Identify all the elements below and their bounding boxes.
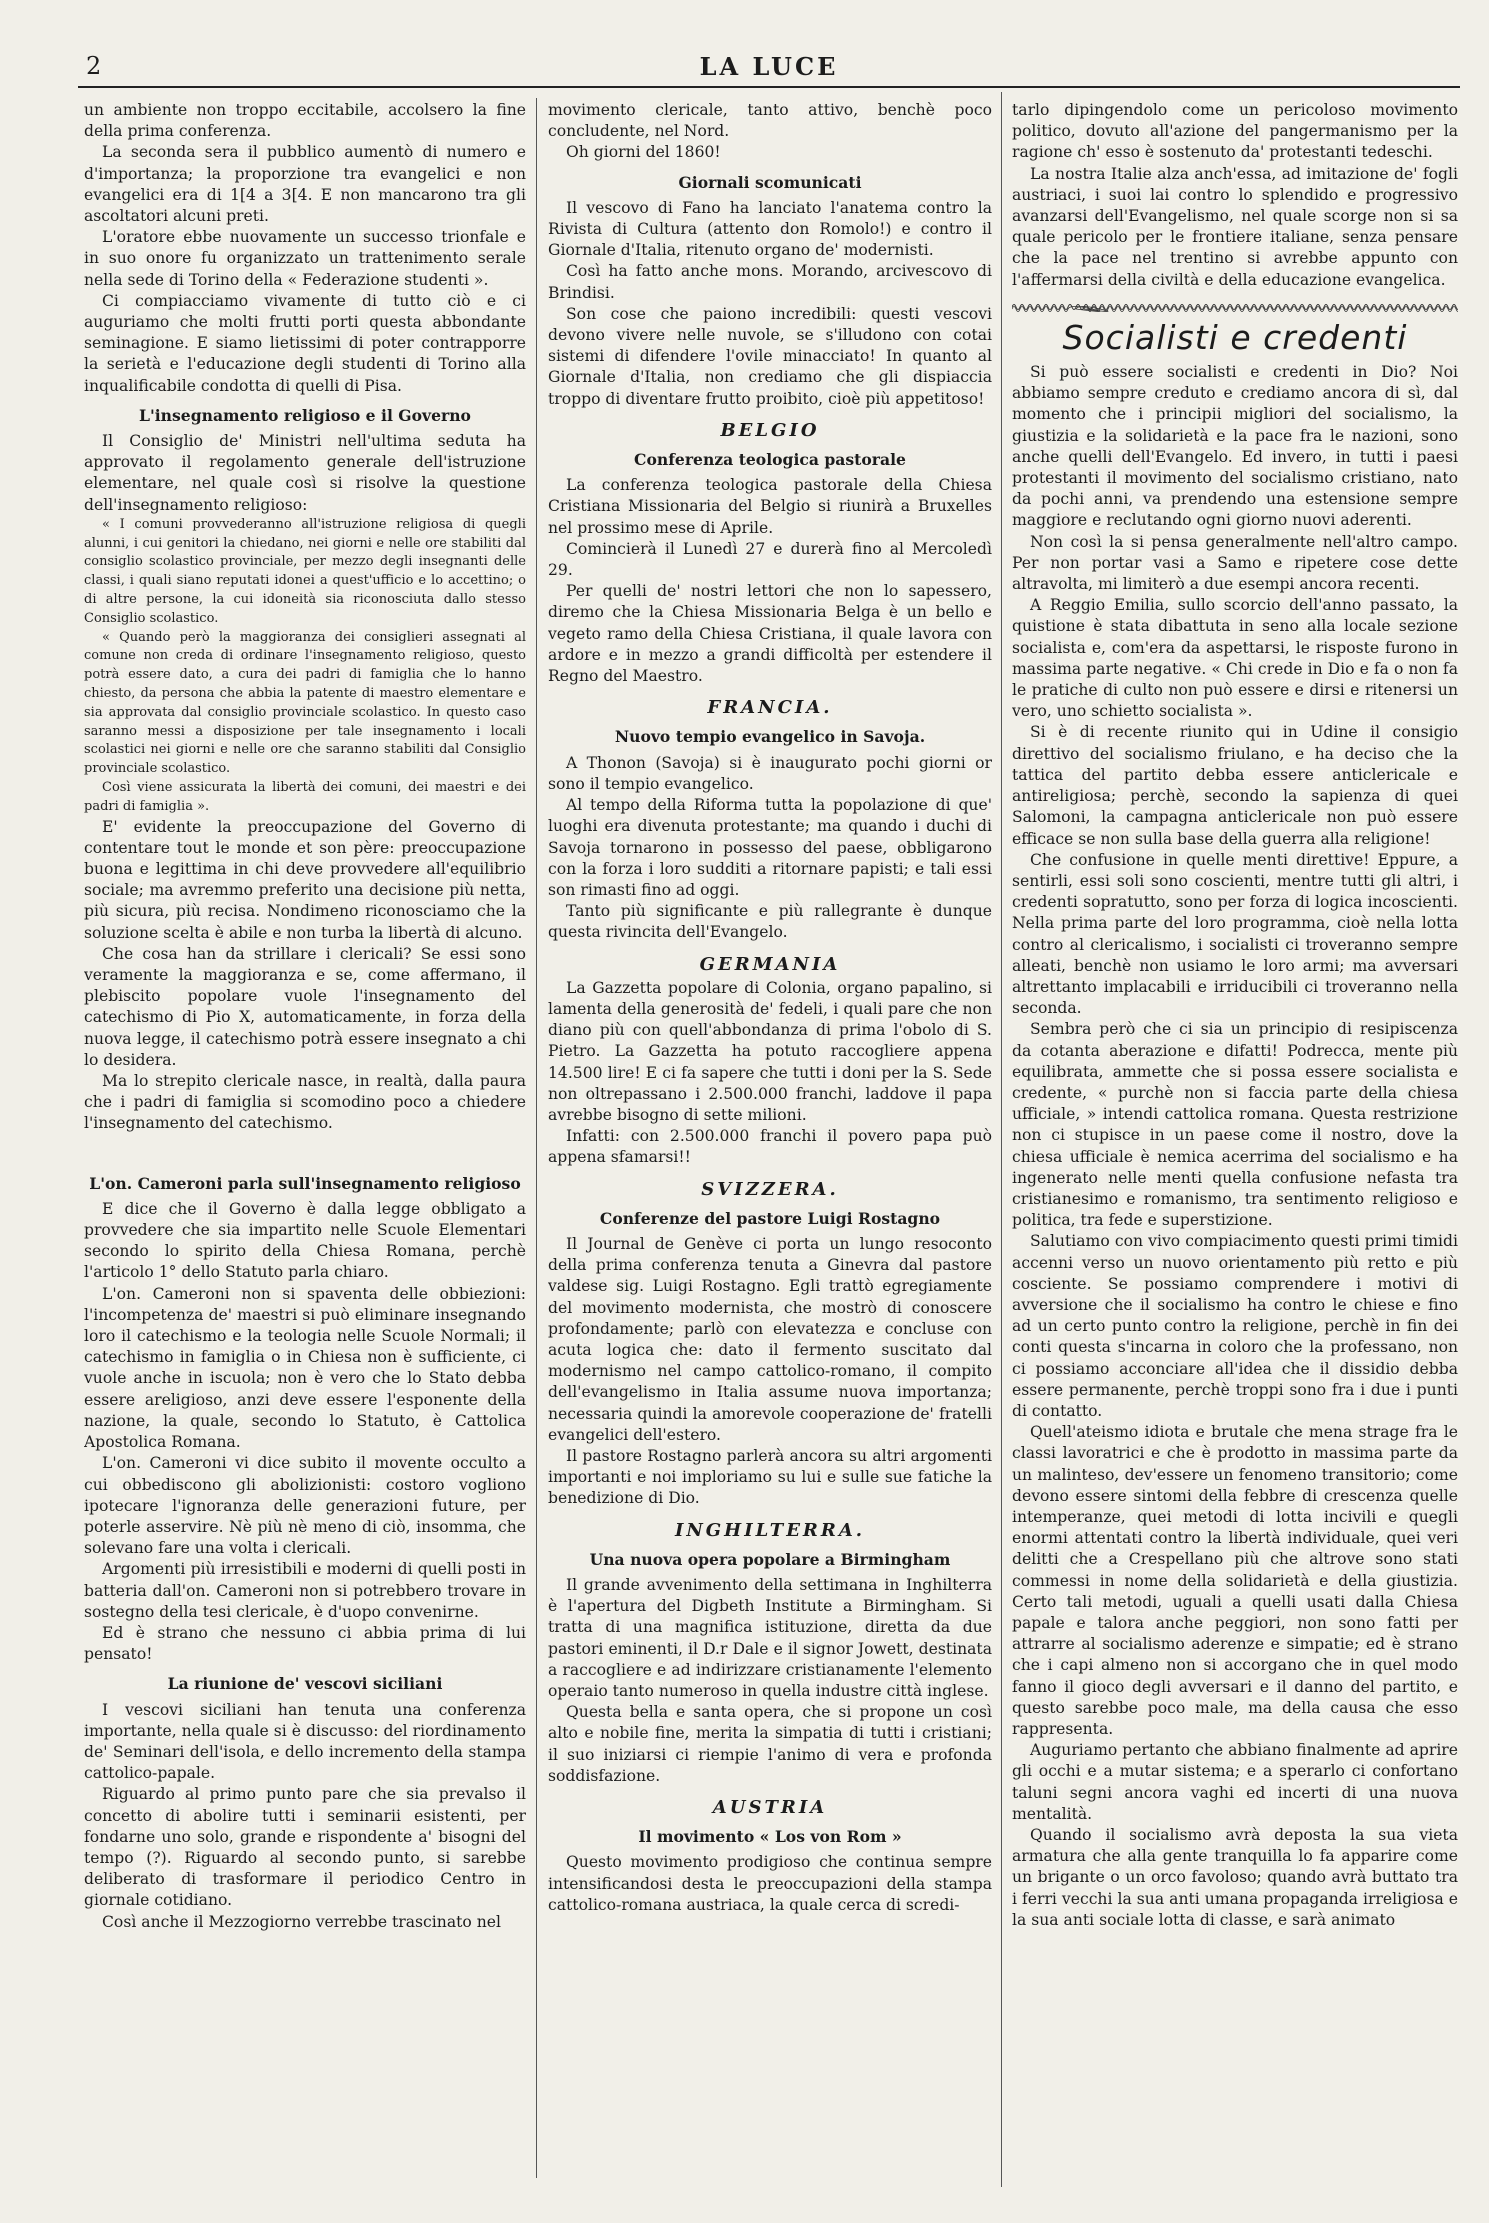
country-heading: AUSTRIA [712, 1797, 828, 1819]
paragraph: Questo movimento prodigioso che continua sempre intensificandosi desta le preoccupazioni della stampa cattolico-romana austriaca, la quale cerca di scredi- [548, 1853, 992, 1914]
section-heading: Conferenza teologica pastorale [634, 450, 906, 470]
section-heading: Il movimento « Los von Rom » [638, 1827, 902, 1847]
paragraph: Argomenti più irresistibili e moderni di quelli posti in batteria dall'on. Cameroni non si potrebbero trovare in sostegno della tesi clericale, è d'uopo convenirne. [84, 1560, 526, 1621]
paragraph: Auguriamo pertanto che abbiano finalmente ad aprire gli occhi e a mutar sistema; e a sperarlo ci confortano taluni segni ancora vaghi ed incerti di una nuova mentalità. [1012, 1741, 1458, 1823]
paragraph: Che confusione in quelle menti direttive! Eppure, a sentirli, essi soli sono coscienti, mentre tutti gli altri, i credenti sopratutto, sono per forza di logica incoscienti. Nella prima parte del loro programma, cioè nella lotta contro al clericalismo, i socialisti ci troveranno sempre alleati, benchè non usiamo le loro armi; ma avversari altrettanto implacabili e irriducibili ci troveranno nella seconda. [1012, 850, 1458, 1018]
paragraph: Comincierà il Lunedì 27 e durerà fino al Mercoledì 29. [548, 539, 992, 580]
paragraph: La seconda sera il pubblico aumentò di numero e d'importanza; la proporzione tra evangelici e non evangelici era di 1[4 a 3[4. E non mancarono tra gli ascoltatori alcuni preti. [84, 143, 526, 226]
column-rule-2 [1001, 92, 1002, 2187]
section-heading: Giornali scomunicati [678, 172, 862, 192]
paragraph: Al tempo della Riforma tutta la popolazione di que' luoghi era divenuta protestante; ma quando i duchi di Savoja tornarono in possesso del paese, obbligarono con la forza i loro sudditi a ritornare papisti; e tali essi son rimasti fino ad oggi. [548, 796, 992, 899]
country-heading: FRANCIA. [707, 697, 833, 719]
country-heading: BELGIO [720, 419, 820, 441]
paragraph: Il pastore Rostagno parlerà ancora su altri argomenti importanti e noi imploriamo su lui e sulle sue fatiche la benedizione di Dio. [548, 1446, 992, 1508]
paragraph: L'oratore ebbe nuovamente un successo trionfale e in suo onore fu organizzato un trattenimento serale nella sede di Torino della « Federazione studenti ». [84, 228, 526, 289]
section-heading: L'on. Cameroni parla sull'insegnamento religioso [89, 1173, 521, 1193]
paragraph: Così anche il Mezzogiorno verrebbe trascinato nel [102, 1912, 501, 1931]
paragraph: Si può essere socialisti e credenti in Dio? Noi abbiamo sempre creduto e crediamo ancora di sì, dal momento che i principii migliori del socialismo, la giustizia e la solidarietà e la pace fra le nazioni, sono anche quelli dell'Evangelo. Ed invero, in tutti i paesi protestanti il movimento del socialismo cristiano, nato da pochi anni, va prendendo una estensione sempre maggiore e reclutando ogni giorno nuovi aderenti. [1012, 363, 1458, 530]
spacer [84, 1135, 526, 1165]
paragraph: movimento clericale, tanto attivo, benchè poco concludente, nel Nord. [548, 101, 992, 141]
paragraph: E dice che il Governo è dalla legge obbligato a provvedere che sia impartito nelle Scuole Elementari secondo lo spirito della Chiesa Romana, perchè l'articolo 1° dello Statuto parla chiaro. [84, 1199, 526, 1282]
page-header [78, 50, 1460, 88]
paragraph: Tanto più significante e più rallegrante è dunque questa rivincita dell'Evangelo. [548, 902, 992, 942]
country-heading: SVIZZERA. [701, 1178, 839, 1200]
paragraph: Ed è strano che nessuno ci abbia prima di lui pensato! [84, 1623, 526, 1664]
article-title: Socialisti e credenti [1062, 317, 1408, 357]
paragraph: Il grande avvenimento della settimana in Inghilterra è l'apertura del Digbeth Institute a Birmingham. Si tratta di una magnifica istituzione, diretta da due pastori eminenti, il D.r Dale e il signor Jowett, destinata a raccogliere e ad indirizzare cristianamente l'elemento operaio tanto numeroso in quella industre città inglese. [548, 1576, 992, 1701]
paragraph: tarlo dipingendolo come un pericoloso movimento politico, dovuto all'azione del pangermanismo per la ragione ch' esso è sostenuto da' protestanti tedeschi. [1012, 101, 1458, 162]
paragraph: « Quando però la maggioranza dei consiglieri assegnati al comune non creda di ordinare l'insegnamento religioso, questo potrà essere dato, a cura dei padri di famiglia che lo hanno chiesto, da persona che abbia la patente di maestro elementare e sia approvata dal consiglio provinciale scolastico. In questo caso saranno messi a disposizione per tale insegnamento i locali scolastici nei giorni e nelle ore che saranno stabiliti dal Consiglio provinciale scolastico. [84, 629, 526, 777]
section-heading: Conferenze del pastore Luigi Rostagno [599, 1208, 941, 1228]
paragraph: Son cose che paiono incredibili: questi vescovi devono vivere nelle nuvole, se s'illudono con cotai sistemi di difendere l'ovile minacciato! In quanto al Giornale d'Italia, non crediamo che gli dispiaccia troppo di diventare frutto proibito, cioè più appetitoso! [548, 304, 992, 408]
paragraph: La conferenza teologica pastorale della Chiesa Cristiana Missionaria del Belgio si riunirà a Bruxelles nel prossimo mese di Aprile. [548, 476, 992, 537]
paragraph: Per quelli de' nostri lettori che non lo sapessero, diremo che la Chiesa Missionaria Belga è un bello e vegeto ramo della Chiesa Cristiana, il quale lavora con ardore e in mezzo a grandi difficoltà per estendere il Regno del Maestro. [548, 582, 992, 686]
section-heading: Nuovo tempio evangelico in Savoja. [614, 727, 926, 747]
country-heading: GERMANIA [699, 953, 841, 975]
paragraph: A Reggio Emilia, sullo scorcio dell'anno passato, la quistione è stata dibattuta in seno alla locale sezione socialista e, com'era da aspettarsi, le risposte furono in massima parte negative. « Chi crede in Dio e fa o non fa le pratiche di culto non può essere e dirsi e ritenersi un vero, uno schietto socialista ». [1012, 596, 1458, 721]
paragraph: Il vescovo di Fano ha lanciato l'anatema contro la Rivista di Cultura (attento don Romolo!) e contro il Giornale d'Italia, ritenuto organo de' modernisti. [548, 198, 992, 260]
paragraph: Non così la si pensa generalmente nell'altro campo. Per non portar vasi a Samo e ripetere cose dette altravolta, mi limiterò a due esempi ancora recenti. [1012, 532, 1458, 594]
paragraph: L'on. Cameroni non si spaventa delle obbiezioni: l'incompetenza de' maestri si può eliminare insegnando loro il catechismo e la teologia nelle Scuole Normali; il catechismo in famiglia o in Chiesa non è sufficiente, ci vuole anche in iscuola; non è vero che lo Stato debba essere areligioso, anzi deve essere l'esponente della nazione, la quale, secondo lo Statuto, è Cattolica Apostolica Romana. [84, 1284, 526, 1452]
newspaper-title: LA LUCE [699, 52, 839, 81]
paragraph: Infatti: con 2.500.000 franchi il povero papa può appena sfamarsi!! [548, 1127, 992, 1167]
wavy-divider [1012, 301, 1458, 313]
page-number: 2 [86, 52, 102, 80]
paragraph: L'on. Cameroni vi dice subito il movente occulto a cui obbediscono gli abolizionisti: costoro vogliono ipotecare l'ignoranza delle generazioni future, per poterle asservire. Nè più nè meno di ciò, insomma, che solevano fare una volta i clericali. [84, 1454, 526, 1558]
column-1 [84, 100, 526, 2200]
section-heading: La riunione de' vescovi siciliani [167, 1674, 443, 1694]
paragraph: Il Consiglio de' Ministri nell'ultima seduta ha approvato il regolamento generale dell'istruzione elementare, nel quale così si risolve la questione dell'insegnamento religioso: [84, 432, 526, 514]
paragraph: Il Journal de Genève ci porta un lungo resoconto della prima conferenza tenuta a Ginevra dal pastore valdese sig. Luigi Rostagno. Egli trattò egregiamente del movimento modernista, che mostrò di conoscere profondamente; parlò con elevatezza e concluse con acuta logica che: dato il fermento suscitato dal modernismo nel campo cattolico-romano, il compito dell'evangelismo in Italia assume nuova importanza; necessaria quindi la amorevole cooperazione de' fratelli evangelici dell'estero. [548, 1234, 992, 1444]
paragraph: Così viene assicurata la libertà dei comuni, dei maestri e dei padri di famiglia ». [84, 780, 526, 814]
paragraph: Riguardo al primo punto pare che sia prevalso il concetto di abolire tutti i seminarii esistenti, per fondarne uno solo, grande e rispondente a' bisogni del tempo (?). Riguardo al secondo punto, si sarebbe deliberato di trasformare il periodico Centro in giornale cotidiano. [84, 1785, 526, 1910]
column-rule-1 [536, 98, 537, 2178]
paragraph: E' evidente la preoccupazione del Governo di contentare tout le monde et son père: preoccupazione buona e legittima in chi deve provvedere all'equilibrio sociale; ma avremmo preferito una decisione più netta, più sicura, più recisa. Nondimeno riconosciamo che la soluzione scelta è abile e non turba la libertà di alcuno. [84, 817, 526, 942]
paragraph: I vescovi siciliani han tenuta una conferenza importante, nella quale si è discusso: del riordinamento de' Seminari dell'isola, e dello incremento della stampa cattolico-papale. [84, 1700, 526, 1783]
column-3 [1012, 100, 1458, 2200]
paragraph: La Gazzetta popolare di Colonia, organo papalino, si lamenta della generosità de' fedeli, i quali pare che non diano più con quell'abbondanza di prima l'obolo di S. Pietro. La Gazzetta ha potuto raccogliere appena 14.500 lire! E ci fa sapere che tutti i doni per la S. Sede non oltrepassano i 2.500.000 franchi, laddove il papa avrebbe bisogno di sette milioni. [548, 978, 992, 1124]
country-heading: INGHILTERRA. [674, 1519, 866, 1541]
paragraph: un ambiente non troppo eccitabile, accolsero la fine della prima conferenza. [84, 101, 526, 141]
paragraph: Ci compiacciamo vivamente di tutto ciò e ci auguriamo che molti frutti porti questa abbondante seminagione. E siamo lietissimi di poter contrapporre la serietà e l'educazione degli studenti di Torino alla inqualificabile condotta di quelli di Pisa. [84, 291, 526, 395]
paragraph: Questa bella e santa opera, che si propone un così alto e nobile fine, merita la simpatia di tutti i cristiani; il suo iniziarsi ci riempie l'animo di vera e profonda soddisfazione. [548, 1703, 992, 1785]
paragraph: Quando il socialismo avrà deposta la sua vieta armatura che alla gente tranquilla lo fa apparire come un brigante o un orco favoloso; quando avrà buttato tra i ferri vecchi la sua anti umana propaganda irreligiosa e la sua anti sociale lotta di classe, e sarà animato [1012, 1826, 1458, 1929]
paragraph: Ma lo strepito clericale nasce, in realtà, dalla paura che i padri di famiglia si scomodino poco a chiedere l'insegnamento del catechismo. [84, 1072, 526, 1133]
paragraph: Che cosa han da strillare i clericali? Se essi sono veramente la maggioranza e se, come affermano, il plebiscito popolare vuole l'insegnamento del catechismo di Pio X, automaticamente, in forza della nuova legge, il catechismo potrà essere insegnato a chi lo desidera. [84, 944, 526, 1069]
section-heading: L'insegnamento religioso e il Governo [139, 405, 471, 425]
paragraph: Si è di recente riunito qui in Udine il consigio direttivo del socialismo friulano, e ha deciso che la tattica del partito debba essere anticlericale e antireligiosa; perchè, secondo la sapienza di quei Salomoni, la campagna anticlericale non può essere efficace se non sulla base della guerra alla religione! [1012, 723, 1458, 848]
paragraph: Oh giorni del 1860! [566, 143, 721, 162]
paragraph: A Thonon (Savoja) si è inaugurato pochi giorni or sono il tempio evangelico. [548, 753, 992, 793]
column-2 [548, 100, 992, 2200]
paragraph: Sembra però che ci sia un principio di resipiscenza da cotanta aberazione e difatti! Podrecca, mente più equilibrata, ammette che si possa essere socialista e credente, « purchè non si faccia parte della chiesa ufficiale, » intendi cattolica romana. Questa restrizione non ci stupisce in un paese come il nostro, dove la chiesa ufficiale è nemica acerrima del socialismo e ha ingenerato nelle menti quella confusione nefasta tra cristianesimo e romanismo, tra sentimento religioso e politica, tra fede e superstizione. [1012, 1020, 1458, 1230]
section-heading: Una nuova opera popolare a Birmingham [589, 1549, 951, 1569]
paragraph: « I comuni provvederanno all'istruzione religiosa di quegli alunni, i cui genitori la chiedano, nei giorni e nelle ore stabiliti dal consiglio scolastico provinciale, per mezzo degli insegnanti delle classi, i quali siano reputati idonei a quest'ufficio e lo accettino; o di altre persone, la cui idoneità sia riconosciuta dallo stesso Consiglio scolastico. [84, 516, 526, 626]
paragraph: Quell'ateismo idiota e brutale che mena strage fra le classi lavoratrici e che è prodotto in massima parte da un malinteso, dev'essere un fenomeno transitorio; come devono essere sintomi della febbre di crescenza quelle intemperanze, quei metodi di lotta incivili e quegli enormi attentati contro la libertà individuale, quei veri delitti che a Crespellano più che altrove sono stati commessi in nome della solidarietà e della giustizia. Certo tali metodi, uguali a quelli usati dalla Chiesa papale e talora anche peggiori, non sono fatti per attrarre al socialismo aderenze e simpatie; ed è strano che i capi almeno non si accorgano che in quel modo fanno il gioco degli avversari e il danno del partito, e questo sarebbe poco male, ma della causa che esso rappresenta. [1012, 1423, 1458, 1739]
paragraph: Salutiamo con vivo compiacimento questi primi timidi accenni verso un nuovo orientamento più retto e più cosciente. Se possiamo comprendere i motivi di avversione che il socialismo ha contro le chiese e fino ad un certo punto contro la religione, perchè in fin dei conti questa s'incarna in coloro che la professano, non ci possiamo acconciare all'idea che il dissidio debba essere permanente, perchè troppi sono fra i due i punti di contatto. [1012, 1232, 1458, 1420]
paragraph: La nostra Italie alza anch'essa, ad imitazione de' fogli austriaci, i suoi lai contro lo splendido e progressivo avanzarsi dell'Evangelismo, nel quale scorge non si sa quale pericolo per le frontiere italiane, senza pensare che la pace nel trentino si avrebbe appunto con l'affermarsi della civiltà e della educazione evangelica. [1012, 164, 1458, 289]
paragraph: Così ha fatto anche mons. Morando, arcivescovo di Brindisi. [548, 262, 992, 302]
